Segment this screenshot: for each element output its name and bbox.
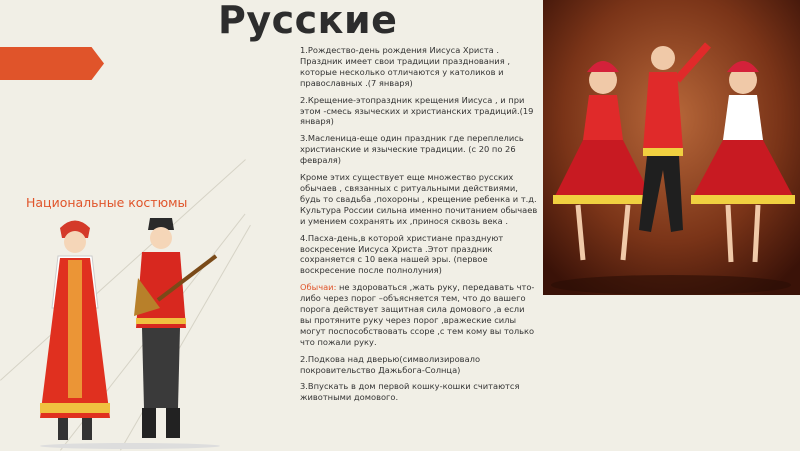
paragraph-customs [300, 282, 538, 347]
dancers-photo [543, 0, 800, 295]
customs-text: не здороваться ,жать руку, передавать что-либо через порог –объясняется тем, что до вашего порога действует защитная сила домового ,а если вы протяните руку через порог ,вражеские силы могут поспособствовать ссоре ,с тем кому вы только что пожали руку. [300, 282, 535, 347]
paragraph-christmas: 1.Рождество-день рождения Иисуса Христа . Праздник имеет свои традиции празднования , которые несколько отличаются у католиков и православных .(7 января) [300, 45, 510, 88]
customs-label: Обычаи: [300, 282, 337, 293]
paragraph-maslenitsa: 3.Масленица-еще один праздник где переплелись христианские и языческие традиции. (с 20 по 26 февраля) [300, 133, 524, 166]
text-column [300, 45, 538, 409]
costumes-illustration [30, 208, 230, 450]
paragraph-customs-intro: Кроме этих существует еще множество русских обычаев , связанных с ритуальными действиями, будь то свадьба ,похороны , крещение ребенка и т.д. Культура России сильна именно почитанием обычаев и умением сохранять их ,пpинося сквозь века . [300, 172, 538, 226]
paragraph-cat: 3.Впускать в дом первой кошку-кошки считаются животными домового. [300, 381, 520, 403]
paragraph-easter: 4.Пасха-день,в которой христиане празднуют воскресение Иисуса Христа .Этот праздник сохраняется с 10 века нашей эры. (первое воскресение после полнолуния) [300, 232, 504, 276]
costume-label: Национальные костюмы [26, 195, 188, 210]
slide-title: Русские [218, 0, 398, 42]
accent-arrow [0, 47, 104, 80]
paragraph-horseshoe: 2.Подкова над дверью(символизировало покровительство Дажьбога-Солнца) [300, 353, 481, 375]
paragraph-epiphany: 2.Крещение-этопраздник крещения Иисуса , и при этом -смесь языческих и христианских традиций.(19 января) [300, 94, 534, 127]
